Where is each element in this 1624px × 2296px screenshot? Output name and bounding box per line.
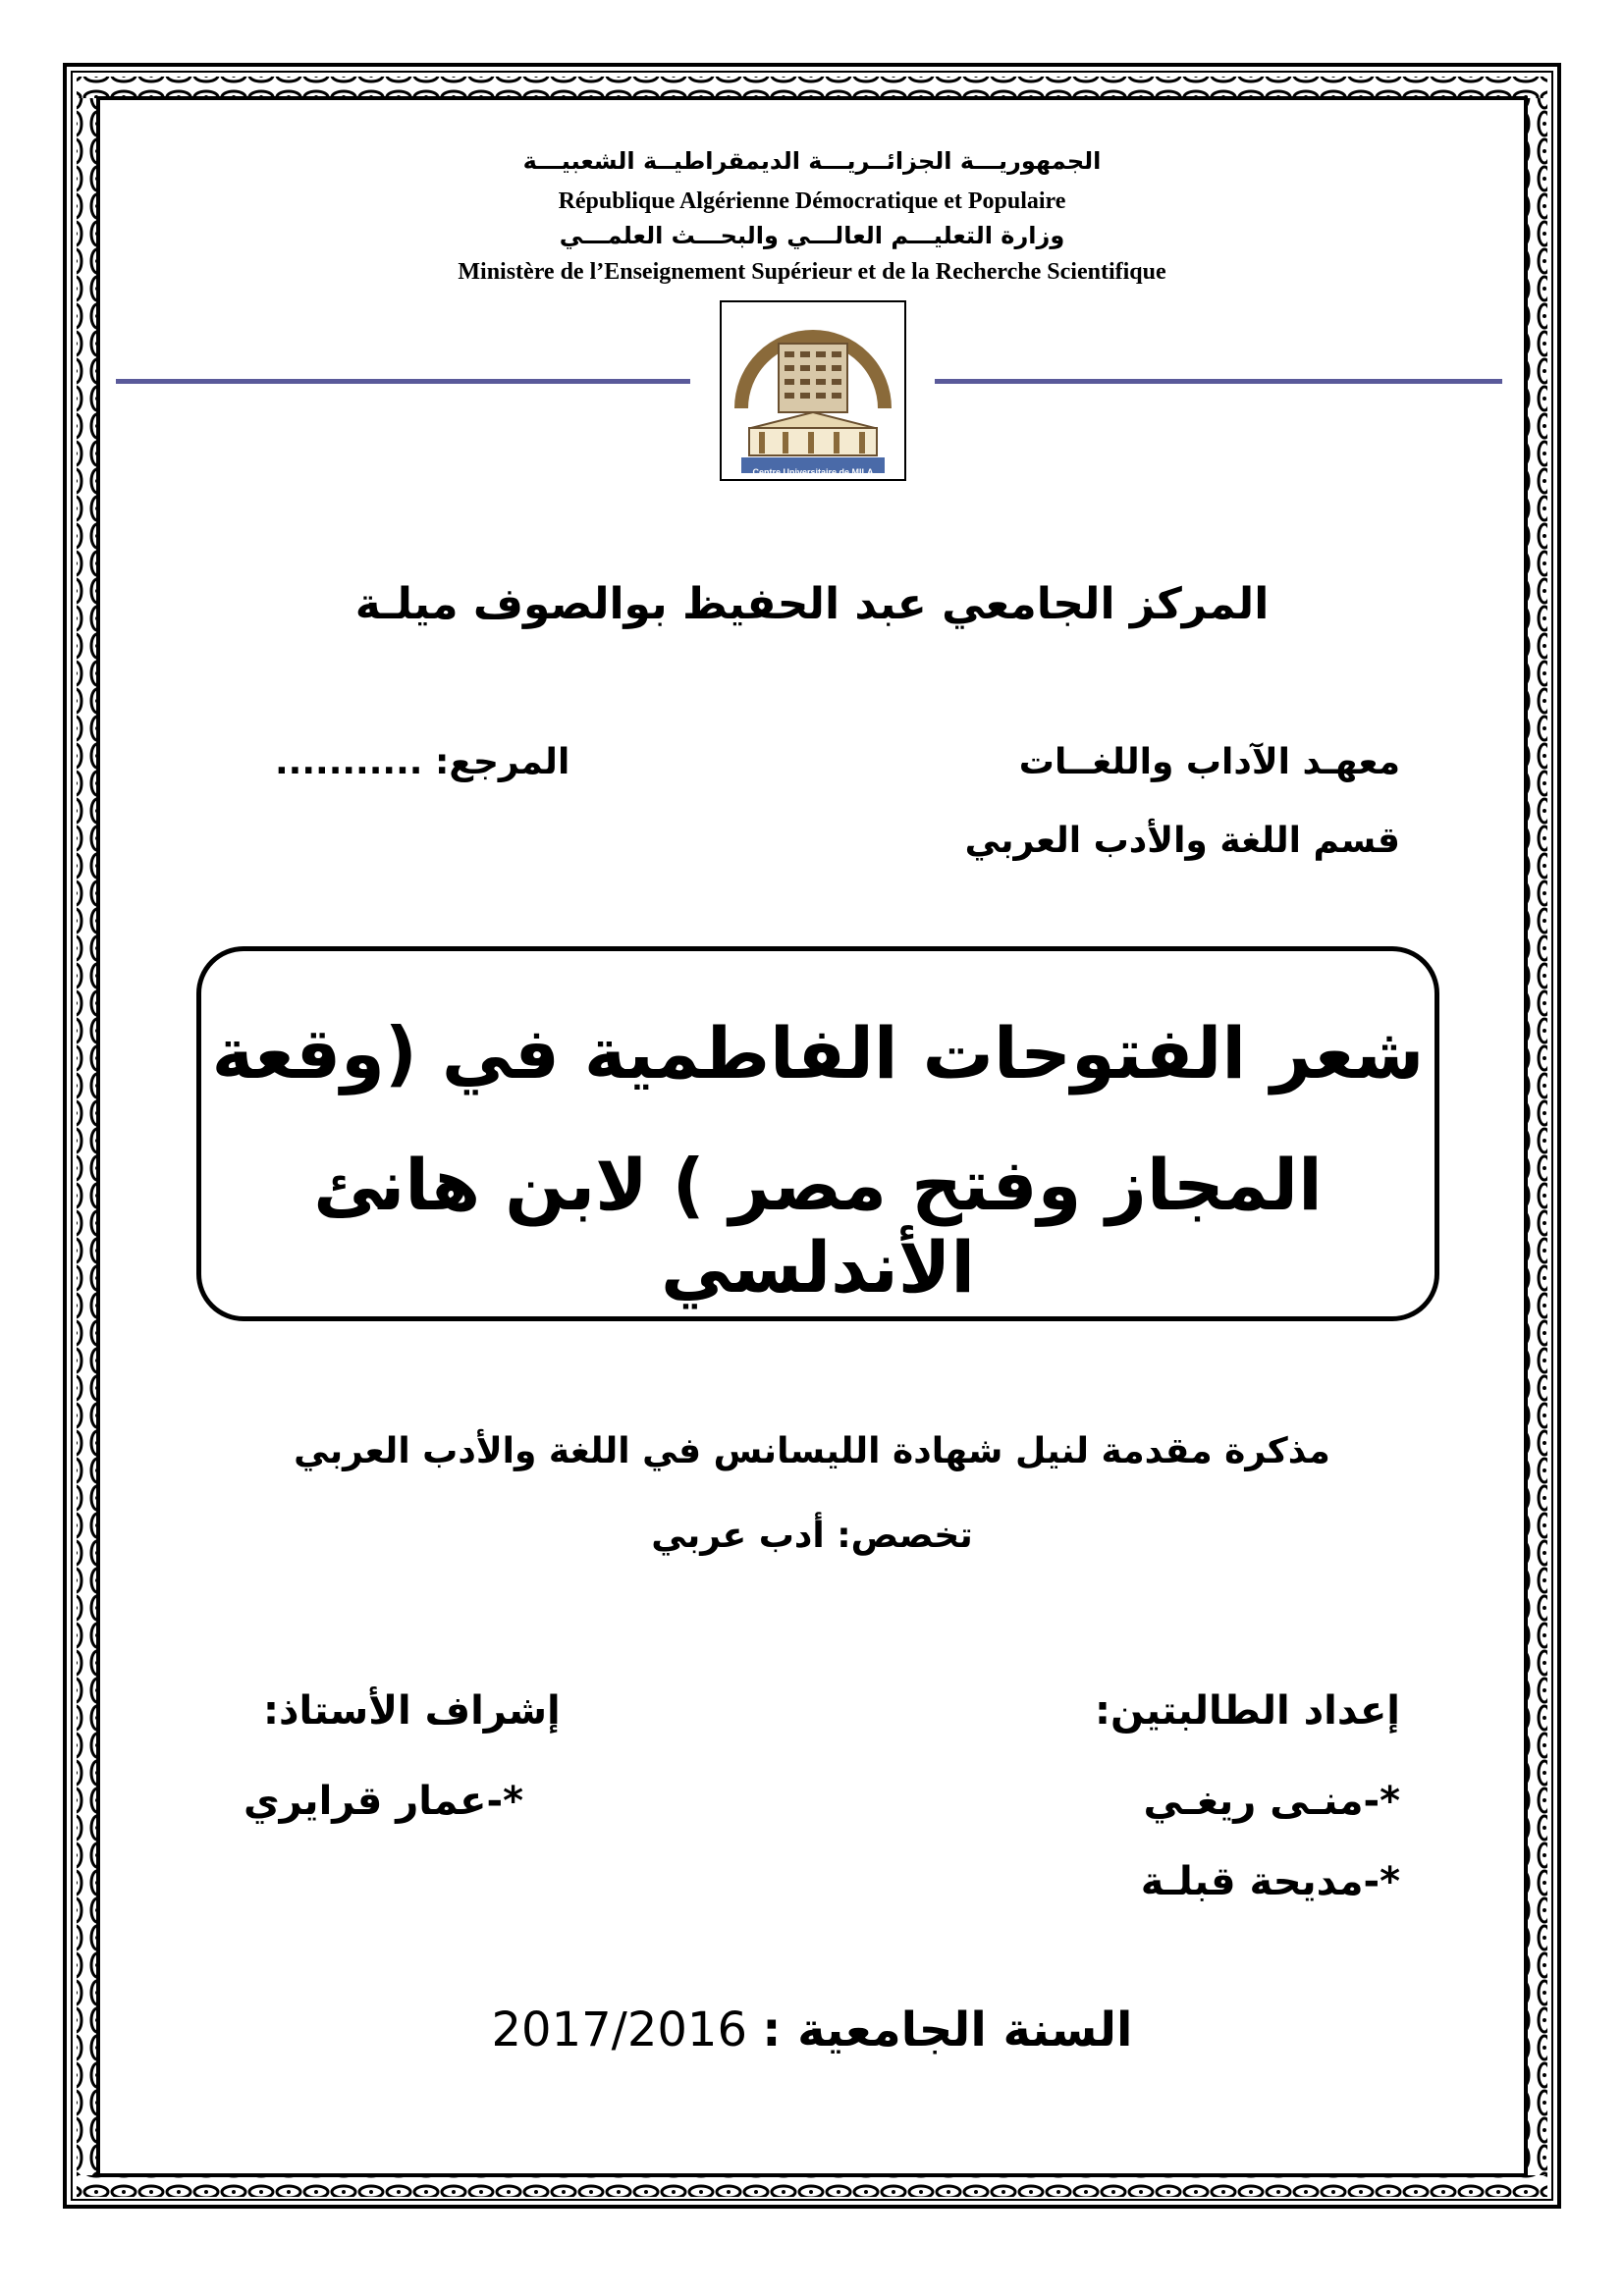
thesis-title-box [196, 946, 1439, 1321]
student-name-1: *-منـى ريغـي [1143, 1779, 1400, 1824]
specialty: تخصص: أدب عربي [651, 1516, 973, 1556]
prepared-by-label: إعداد الطالبتين: [1094, 1688, 1400, 1734]
academic-year-value: 2017/2016 [491, 2002, 747, 2057]
university-building-logo-icon [722, 302, 904, 479]
academic-year [0, 2002, 1624, 2057]
department-name: قسم اللغة والأدب العربي [964, 821, 1400, 861]
supervisor-name: *-عمار قرايري [244, 1779, 523, 1824]
header-rule-right [935, 379, 1502, 384]
thesis-title-line-1: شعر الفتوحات الفاطمية في (وقعة [211, 1012, 1425, 1095]
thesis-title-line-2: المجاز وفتح مصر ) لابن هانئ الأندلسي [313, 1144, 1323, 1308]
memo-description: مذكرة مقدمة لنيل شهادة الليسانس في اللغة والأدب العربي [294, 1431, 1330, 1471]
university-logo [720, 300, 906, 481]
student-name-2: *-مديحة قبلـة [1140, 1859, 1400, 1904]
supervisor-label: إشراف الأستاذ: [263, 1688, 561, 1734]
logo-caption: Centre Universitaire de MILA [752, 467, 874, 477]
republic-french: République Algérienne Démocratique et Populaire [558, 188, 1066, 214]
header-rule-left [116, 379, 690, 384]
university-name: المركز الجامعي عبد الحفيظ بوالصوف ميلـة [354, 579, 1270, 629]
republic-arabic: الجمهوريـــة الجزائــريـــة الديمقراطيــة الشعبيـــة [522, 147, 1102, 175]
ministry-french: Ministère de l’Enseignement Supérieur et de la Recherche Scientifique [458, 259, 1166, 285]
reference-field: المرجع: ........... [275, 742, 570, 782]
ministry-arabic: وزارة التعليـــم العالـــي والبحـــث العلمـــي [559, 222, 1065, 249]
academic-year-label: السنة الجامعية : [762, 2002, 1133, 2057]
institute-name: معهـد الآداب واللغــات [1018, 742, 1400, 782]
